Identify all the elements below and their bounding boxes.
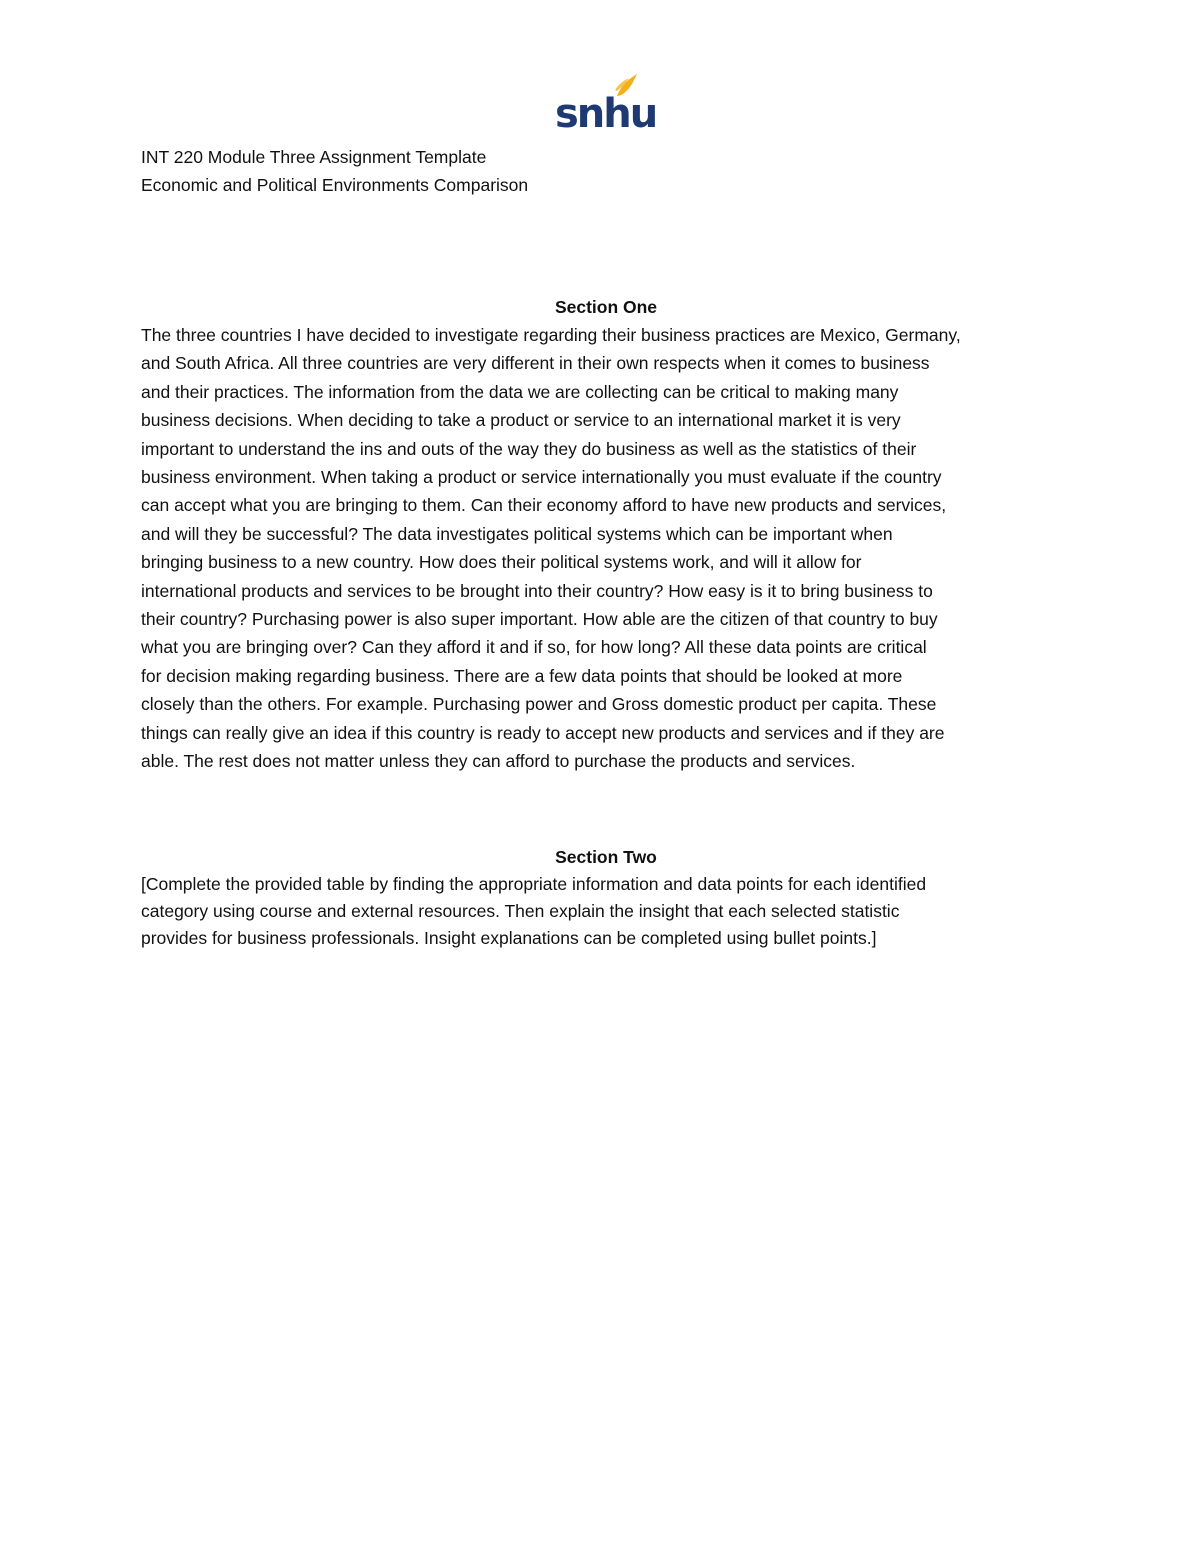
section-one-title: Section One: [554, 297, 658, 317]
section-one: [141, 293, 1071, 776]
section-one-body: The three countries I have decided to investigate regarding their business practices are Mexico, Germany, and South Africa. All three countries are very different in their own respects when it comes to business and their practices. The information from the data we are collecting can be critical to making many business decisions. When deciding to take a product or service to an international market it is very important to understand the ins and outs of the way they do business as well as the statistics of their business environment. When taking a product or service internationally you must evaluate if the country can accept what you are bringing to them. Can their economy afford to have new products and services, and will they be successful? The data investigates political systems which can be important when bringing business to a new country. How does their political systems work, and will it allow for international products and services to be brought into their country? How easy is it to bring business to their country? Purchasing power is also super important. How able are the citizen of that country to buy what you are bringing over? Can they afford it and if so, for how long? All these data points are critical for decision making regarding business. There are a few data points that should be looked at more closely than the others. For example. Purchasing power and Gross domestic product per capita. These things can really give an idea if this country is ready to accept new products and services and if they are able. The rest does not matter unless they can afford to purchase the products and services.: [141, 325, 961, 772]
section-two-title: Section Two: [555, 847, 657, 867]
course-title: INT 220 Module Three Assignment Template: [141, 147, 487, 167]
assignment-title: Economic and Political Environments Comparison: [141, 175, 529, 195]
section-two-body: [Complete the provided table by finding the appropriate information and data points for each identified category using course and external resources. Then explain the insight that each selected statistic provides for business professionals. Insight explanations can be completed using bullet points.]: [141, 874, 927, 948]
snhu-logo: [555, 72, 657, 137]
document-header: [141, 143, 528, 199]
logo-wordmark: snhu: [555, 91, 657, 137]
section-two: [141, 843, 1071, 952]
